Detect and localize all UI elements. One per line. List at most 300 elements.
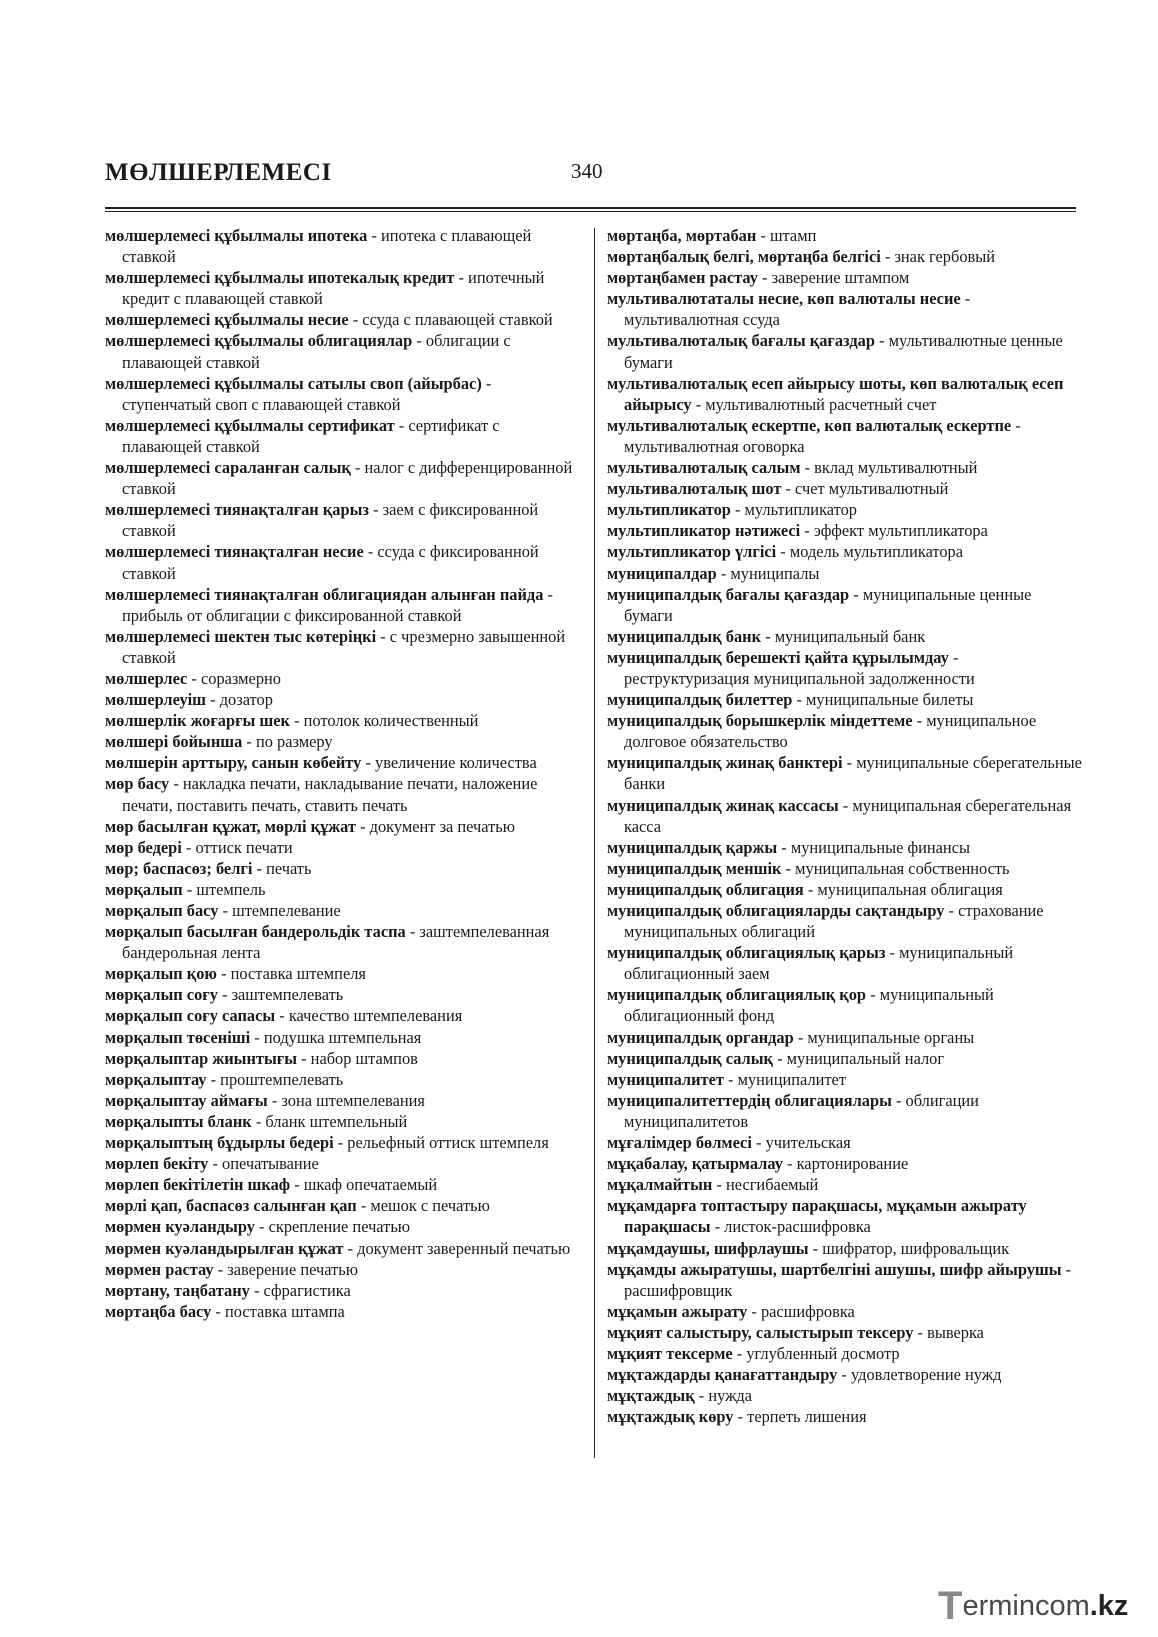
entry-translation: вклад мультивалютный: [814, 458, 978, 478]
entry-translation: муниципалы: [730, 563, 820, 583]
entry-translation: муниципальная облигация: [817, 879, 1003, 899]
dictionary-entry: [105, 373, 583, 415]
entry-term: мультивалютаталы несие, көп валюталы несие: [607, 289, 961, 309]
entry-translation: учительская: [765, 1133, 851, 1153]
dictionary-entry: [607, 563, 1082, 584]
entry-separator: -: [803, 879, 818, 899]
entry-term: мультипликатор нәтижесі: [607, 521, 801, 541]
entry-separator: -: [290, 711, 304, 731]
entry-term: муниципалдық билеттер: [607, 690, 793, 710]
entry-separator: -: [874, 331, 889, 351]
entry-translation: расшифровщик: [624, 1280, 733, 1300]
dictionary-entry: [105, 1280, 583, 1301]
entry-term: муниципалдық меншік: [607, 858, 782, 878]
entry-term: мультипликатор: [607, 500, 731, 520]
entry-separator: -: [206, 1069, 221, 1089]
entry-translation: муниципальные органы: [807, 1027, 975, 1047]
entry-separator: -: [275, 1006, 289, 1026]
entry-term: муниципалдық банк: [607, 626, 762, 646]
entry-separator: -: [944, 901, 959, 920]
entry-term: муниципалдық органдар: [607, 1027, 794, 1047]
entry-separator: -: [730, 500, 745, 520]
entry-translation: заштемпелеванная бандерольная лента: [122, 922, 550, 963]
entry-separator: -: [412, 331, 426, 351]
entry-term: мұқамды ажыратушы, шартбелгіні ашушы, шифр айырушы: [607, 1259, 1062, 1279]
entry-separator: -: [350, 458, 365, 478]
entry-term: мөлшерлемесі құбылмалы облигациялар: [105, 331, 413, 351]
dictionary-entry: [607, 879, 1082, 900]
entry-translation: соразмерно: [200, 668, 281, 688]
dictionary-entry: [105, 1153, 583, 1174]
entry-separator: -: [361, 753, 375, 773]
dictionary-entry: [607, 795, 1082, 837]
entry-translation: облигации муниципалитетов: [624, 1090, 979, 1131]
entry-separator: -: [208, 1154, 223, 1174]
entry-separator: -: [206, 690, 220, 710]
entry-translation: дозатор: [219, 690, 273, 710]
dictionary-entry: [105, 773, 583, 815]
entry-translation: бланк штемпельный: [265, 1111, 408, 1131]
entry-translation: расшифровка: [760, 1301, 855, 1321]
entry-translation: терпеть лишения: [747, 1407, 867, 1427]
entry-term: мұқамдаушы, шифрлаушы: [607, 1238, 809, 1258]
dictionary-entry: [607, 1174, 1082, 1195]
dictionary-entry: [607, 900, 1082, 942]
entry-separator: -: [343, 1238, 358, 1258]
entry-separator: -: [842, 753, 857, 773]
dictionary-entry: [105, 499, 583, 541]
entry-translation: реструктуризация муниципальной задолженности: [624, 668, 975, 688]
entry-separator: -: [912, 711, 927, 731]
entry-term: мұқтаждарды қанағаттандыру: [607, 1365, 838, 1385]
dictionary-entry: [607, 1069, 1082, 1090]
dictionary-entry: [105, 1069, 583, 1090]
entry-term: мультивалюталық салым: [607, 458, 801, 478]
entry-term: мұғалімдер бөлмесі: [607, 1133, 752, 1153]
dictionary-entry: [105, 1174, 583, 1195]
dictionary-entry: [607, 1132, 1082, 1153]
entry-translation: муниципальный банк: [774, 626, 926, 646]
entry-term: мөлшерлемесі тиянақталған қарыз: [105, 500, 369, 520]
entry-term: мөрқалыптың бұдырлы бедері: [105, 1133, 334, 1153]
entry-separator: -: [333, 1133, 348, 1153]
dictionary-entry: [105, 1005, 583, 1026]
dictionary-entry: [607, 647, 1082, 689]
entry-separator: -: [481, 373, 492, 393]
entry-translation: подушка штемпельная: [263, 1027, 422, 1047]
dictionary-entry: [105, 541, 583, 583]
dictionary-entry: [607, 984, 1082, 1026]
entry-separator: -: [1061, 1259, 1072, 1279]
entry-term: мөлшерлес: [105, 668, 188, 688]
entry-translation: документ заверенный печатью: [357, 1238, 571, 1258]
entry-separator: -: [394, 415, 409, 435]
entry-separator: -: [348, 310, 363, 330]
entry-separator: -: [808, 1238, 823, 1258]
dictionary-entry: [607, 837, 1082, 858]
dictionary-entry: [607, 942, 1082, 984]
dictionary-entry: [105, 963, 583, 984]
dictionary-entry: [607, 478, 1082, 499]
entry-term: мөрмен куәландырылған құжат: [105, 1238, 344, 1258]
entry-translation: листок-расшифровка: [724, 1217, 871, 1237]
entry-separator: -: [249, 1280, 264, 1300]
entry-translation: потолок количественный: [303, 711, 479, 731]
entry-translation: мультивалютные ценные бумаги: [624, 331, 1063, 372]
entry-term: мөлшерлемесі құбылмалы сатылы своп (айырбас): [105, 373, 482, 393]
dictionary-entry: [607, 710, 1082, 752]
entry-term: муниципалдық салық: [607, 1048, 773, 1068]
dictionary-entry: [105, 225, 583, 267]
entry-term: мөрқалып соғу: [105, 985, 218, 1005]
entry-translation: с чрезмерно завышенной ставкой: [122, 626, 566, 667]
entry-term: мультивалюталық шот: [607, 479, 782, 499]
entry-separator: -: [181, 837, 196, 857]
entry-term: муниципалитеттердің облигациялары: [607, 1090, 892, 1110]
entry-term: мұқият тексерме: [607, 1343, 733, 1363]
entry-translation: счет мультивалютный: [795, 479, 949, 499]
dictionary-entry: [105, 731, 583, 752]
dictionary-entry: [105, 330, 583, 372]
entry-separator: -: [356, 1196, 371, 1216]
entry-term: мөлшерлемесі құбылмалы несие: [105, 310, 349, 330]
dictionary-entry: [607, 225, 1082, 246]
dictionary-entry: [105, 668, 583, 689]
dictionary-entry: [607, 1259, 1082, 1301]
entry-term: мөлшерлемесі шектен тыс көтеріңкі: [105, 626, 377, 646]
entry-term: мұқамдарға топтастыру парақшасы, мұқамын ажырату парақшасы: [607, 1196, 1027, 1237]
entry-separator: -: [761, 626, 775, 646]
entry-term: мөр басу: [105, 774, 170, 794]
entry-translation: муниципальные ценные бумаги: [624, 584, 1032, 625]
entry-term: мультивалюталық ескертпе, көп валюталық ескертпе: [607, 415, 1012, 435]
entry-translation: проштемпелевать: [220, 1069, 344, 1089]
entry-separator: -: [793, 1027, 808, 1047]
entry-translation: накладка печати, накладывание печати, наложение печати, поставить печать, ставить печать: [122, 774, 538, 815]
entry-translation: шкаф опечатаемый: [303, 1175, 438, 1195]
entry-translation: ступенчатый своп с плавающей ставкой: [122, 394, 401, 414]
entry-term: муниципалдық жинақ кассасы: [607, 795, 839, 815]
entry-separator: -: [960, 289, 971, 309]
dictionary-entry: [105, 584, 583, 626]
entry-separator: -: [757, 268, 772, 288]
dictionary-entry: [607, 1406, 1082, 1427]
entry-translation: муниципалитет: [737, 1069, 846, 1089]
entry-separator: -: [800, 458, 815, 478]
entry-term: муниципалитет: [607, 1069, 724, 1089]
header-rule-thin: [105, 211, 1076, 212]
entry-term: мөр; баспасөз; белгі: [105, 858, 253, 878]
dictionary-entry: [105, 309, 583, 330]
entry-separator: -: [781, 858, 796, 878]
dictionary-entry: [607, 246, 1082, 267]
entry-separator: -: [543, 584, 553, 604]
entry-separator: -: [367, 226, 381, 245]
entry-translation: ссуда с плавающей ставкой: [362, 310, 553, 330]
entry-separator: -: [732, 1343, 747, 1363]
dictionary-entry: [607, 1343, 1082, 1364]
entry-separator: -: [290, 1175, 304, 1195]
entry-separator: -: [368, 500, 383, 520]
entry-separator: -: [849, 584, 863, 604]
entry-translation: поставка штемпеля: [230, 964, 366, 984]
dictionary-entry: [607, 1027, 1082, 1048]
dictionary-entry: [105, 1048, 583, 1069]
entry-term: мөлшерлеуіш: [105, 690, 207, 710]
entry-term: мөртаңбалық белгі, мөртаңба белгісі: [607, 247, 881, 267]
dictionary-entry: [607, 1301, 1082, 1322]
entry-term: мөрқалыптар жиынтығы: [105, 1048, 298, 1068]
entry-translation: набор штампов: [310, 1048, 418, 1068]
entry-term: муниципалдық облигациялық қарыз: [607, 943, 886, 963]
entry-term: мөлшерлемесі тиянақталған несие: [105, 542, 364, 562]
dictionary-entry: [607, 858, 1082, 879]
entry-translation: картонирование: [796, 1154, 909, 1174]
entry-translation: прибыль от облигации с фиксированной ставкой: [122, 605, 462, 625]
entry-separator: -: [252, 858, 267, 878]
entry-term: мөрқалып қою: [105, 964, 217, 984]
entry-term: мөр басылған құжат, мөрлі құжат: [105, 816, 356, 836]
entry-translation: сертификат с плавающей ставкой: [122, 415, 500, 456]
entry-separator: -: [866, 985, 880, 1005]
entry-translation: опечатывание: [222, 1154, 319, 1174]
entry-separator: -: [723, 1069, 738, 1089]
entry-translation: муниципальные финансы: [790, 837, 970, 857]
dictionary-entry: [607, 541, 1082, 562]
entry-term: мұқият салыстыру, салыстырып тексеру: [607, 1322, 914, 1342]
entry-translation: документ за печатью: [369, 816, 516, 836]
entry-term: муниципалдық қаржы: [607, 837, 778, 857]
entry-separator: -: [376, 626, 390, 646]
dictionary-entry: [607, 330, 1082, 372]
column-divider: [594, 228, 595, 1458]
entry-separator: -: [891, 1090, 906, 1110]
entry-separator: -: [747, 1301, 761, 1321]
entry-translation: штамп: [769, 226, 817, 245]
dictionary-entry: [607, 499, 1082, 520]
entry-separator: -: [218, 901, 233, 920]
entry-translation: по размеру: [255, 732, 333, 752]
dictionary-entry: [607, 1364, 1082, 1385]
dictionary-entry: [105, 1111, 583, 1132]
entry-term: муниципалдық берешекті қайта құрылымдау: [607, 647, 949, 667]
dictionary-entry: [105, 900, 583, 921]
entry-separator: -: [885, 943, 900, 963]
entry-term: мөрқалып: [105, 879, 183, 899]
entry-translation: ипотека с плавающей ставкой: [122, 226, 532, 267]
entry-translation: штемпель: [196, 879, 266, 899]
dictionary-entry: [105, 1238, 583, 1259]
entry-separator: -: [837, 1365, 851, 1385]
entry-translation: нужда: [708, 1386, 753, 1406]
entry-translation: мультипликатор: [744, 500, 857, 520]
dictionary-entry: [607, 1195, 1082, 1237]
dictionary-entry: [105, 415, 583, 457]
entry-translation: муниципальная собственность: [795, 858, 1010, 878]
entry-translation: зона штемпелевания: [281, 1090, 425, 1110]
dictionary-entry: [105, 921, 583, 963]
entry-translation: увеличение количества: [375, 753, 537, 773]
dictionary-entry: [607, 626, 1082, 647]
entry-separator: -: [880, 247, 895, 267]
dictionary-entry: [607, 1385, 1082, 1406]
entry-term: мұқалмайтын: [607, 1175, 713, 1195]
entry-separator: -: [355, 816, 370, 836]
entry-translation: муниципальная сберегательная касса: [624, 795, 1072, 836]
entry-term: мультипликатор үлгісі: [607, 542, 777, 562]
entry-separator: -: [217, 985, 232, 1005]
dictionary-entry: [607, 1153, 1082, 1174]
entry-translation: заверение печатью: [227, 1259, 358, 1279]
entry-translation: облигации с плавающей ставкой: [122, 331, 511, 372]
entry-translation: оттиск печати: [195, 837, 293, 857]
entry-separator: -: [800, 521, 814, 541]
dictionary-entry: [105, 267, 583, 309]
entry-separator: -: [405, 922, 420, 942]
entry-translation: мультивалютный расчетный счет: [705, 394, 937, 414]
dictionary-entry: [607, 1322, 1082, 1343]
entry-translation: муниципальные билеты: [806, 690, 974, 710]
entry-translation: мультивалютная ссуда: [624, 310, 780, 330]
entry-separator: -: [242, 732, 256, 752]
dictionary-entry: [607, 457, 1082, 478]
entry-term: мөлшерлемесі құбылмалы ипотека: [105, 226, 368, 245]
entry-separator: -: [250, 1027, 264, 1047]
entry-translation: рельефный оттиск штемпеля: [347, 1133, 549, 1153]
entry-separator: -: [297, 1048, 311, 1068]
dictionary-entry: [607, 267, 1082, 288]
dictionary-entry: [105, 752, 583, 773]
entry-translation: страхование муниципальных облигаций: [624, 901, 1044, 942]
dictionary-entry: [607, 415, 1082, 457]
page-header: [105, 155, 1076, 195]
entry-translation: заверение штампом: [771, 268, 910, 288]
entry-term: мөрқалып төсеніші: [105, 1027, 251, 1047]
dictionary-entry: [105, 1216, 583, 1237]
entry-term: мөлшерін арттыру, санын көбейту: [105, 753, 362, 773]
entry-translation: сфрагистика: [263, 1280, 351, 1300]
right-column: [607, 225, 1082, 1427]
entry-term: муниципалдық облигациялық қор: [607, 985, 867, 1005]
entry-translation: несгибаемый: [725, 1175, 819, 1195]
entry-translation: ипотечный кредит с плавающей ставкой: [122, 268, 545, 309]
left-column: [105, 225, 583, 1322]
entry-term: мұқабалау, қатырмалау: [607, 1154, 783, 1174]
entry-separator: -: [187, 668, 201, 688]
entry-separator: -: [251, 1111, 266, 1131]
entry-separator: -: [948, 647, 959, 667]
dictionary-entry: [105, 689, 583, 710]
dictionary-entry: [105, 984, 583, 1005]
entry-separator: -: [733, 1407, 748, 1427]
entry-separator: -: [838, 795, 853, 815]
dictionary-entry: [105, 1259, 583, 1280]
entry-term: мөрқалып басылған бандерольдік таспа: [105, 922, 406, 942]
dictionary-entry: [607, 1048, 1082, 1069]
entry-separator: -: [792, 690, 807, 710]
entry-term: мөлшерлемесі құбылмалы сертификат: [105, 415, 395, 435]
entry-separator: -: [773, 1048, 787, 1068]
entry-term: муниципалдық облигацияларды сақтандыру: [607, 901, 945, 920]
entry-separator: -: [777, 837, 791, 857]
entry-translation: шифратор, шифровальщик: [822, 1238, 1010, 1258]
dictionary-entry: [105, 816, 583, 837]
entry-translation: мешок с печатью: [370, 1196, 490, 1216]
dictionary-entry: [607, 373, 1082, 415]
entry-translation: заштемпелевать: [231, 985, 344, 1005]
entry-term: мөрмен куәландыру: [105, 1217, 255, 1237]
dictionary-entry: [607, 1238, 1082, 1259]
entry-translation: скрепление печатью: [268, 1217, 411, 1237]
entry-separator: -: [913, 1322, 928, 1342]
dictionary-entry: [105, 626, 583, 668]
entry-separator: -: [776, 542, 790, 562]
entry-separator: -: [710, 1217, 725, 1237]
site-logo: Termincom.kz: [938, 1584, 1129, 1628]
entry-separator: -: [691, 394, 706, 414]
entry-translation: штемпелевание: [232, 901, 341, 920]
entry-term: мөрқалыптау: [105, 1069, 207, 1089]
entry-term: мөртану, таңбатану: [105, 1280, 250, 1300]
entry-term: мөрлеп бекітілетін шкаф: [105, 1175, 291, 1195]
entry-separator: -: [363, 542, 378, 562]
entry-term: мөртаңба басу: [105, 1301, 212, 1321]
entry-term: мөртаңба, мөртабан: [607, 226, 757, 245]
entry-term: мөлшерлемесі тиянақталған облигациядан алынған пайда: [105, 584, 544, 604]
entry-translation: муниципальный облигационный заем: [624, 943, 1014, 984]
dictionary-entry: [105, 1090, 583, 1111]
entry-separator: -: [182, 879, 197, 899]
entry-term: мөрлеп бекіту: [105, 1154, 209, 1174]
entry-separator: -: [716, 563, 731, 583]
dictionary-entry: [105, 879, 583, 900]
entry-term: мөртаңбамен растау: [607, 268, 758, 288]
entry-separator: -: [712, 1175, 726, 1195]
entry-translation: знак гербовый: [894, 247, 996, 267]
entry-separator: -: [216, 964, 231, 984]
entry-translation: удовлетворение нужд: [850, 1365, 1002, 1385]
entry-separator: -: [211, 1301, 225, 1321]
entry-translation: заем с фиксированной ставкой: [122, 500, 539, 541]
entry-separator: -: [756, 226, 770, 245]
dictionary-entry: [105, 710, 583, 731]
entry-term: мультивалюталық есеп айырысу шоты, көп валюталық есеп айырысу: [607, 373, 1064, 414]
entry-term: мұқтаждық: [607, 1386, 695, 1406]
dictionary-entry: [607, 584, 1082, 626]
entry-term: мөрқалып басу: [105, 901, 219, 920]
entry-translation: поставка штампа: [224, 1301, 345, 1321]
dictionary-entry: [105, 1132, 583, 1153]
entry-translation: качество штемпелевания: [288, 1006, 463, 1026]
entry-separator: -: [213, 1259, 228, 1279]
entry-term: муниципалдық борышкерлік міндеттеме: [607, 711, 913, 731]
entry-term: мұқамын ажырату: [607, 1301, 748, 1321]
entry-translation: мультивалютная оговорка: [624, 436, 805, 456]
entry-term: муниципалдық жинақ банктері: [607, 753, 843, 773]
entry-term: мөлшерлемесі құбылмалы ипотекалық кредит: [105, 268, 455, 288]
header-rule-thick: [105, 207, 1076, 209]
entry-separator: -: [751, 1133, 766, 1153]
entry-term: муниципалдық облигация: [607, 879, 804, 899]
entry-term: мөрқалыптау аймағы: [105, 1090, 268, 1110]
entry-separator: -: [1011, 415, 1021, 435]
entry-separator: -: [782, 1154, 797, 1174]
entry-term: муниципалдық бағалы қағаздар: [607, 584, 850, 604]
dictionary-entry: [105, 457, 583, 499]
entry-translation: углубленный досмотр: [746, 1343, 900, 1363]
entry-translation: муниципальное долговое обязательство: [624, 711, 1037, 752]
entry-translation: выверка: [927, 1322, 984, 1342]
